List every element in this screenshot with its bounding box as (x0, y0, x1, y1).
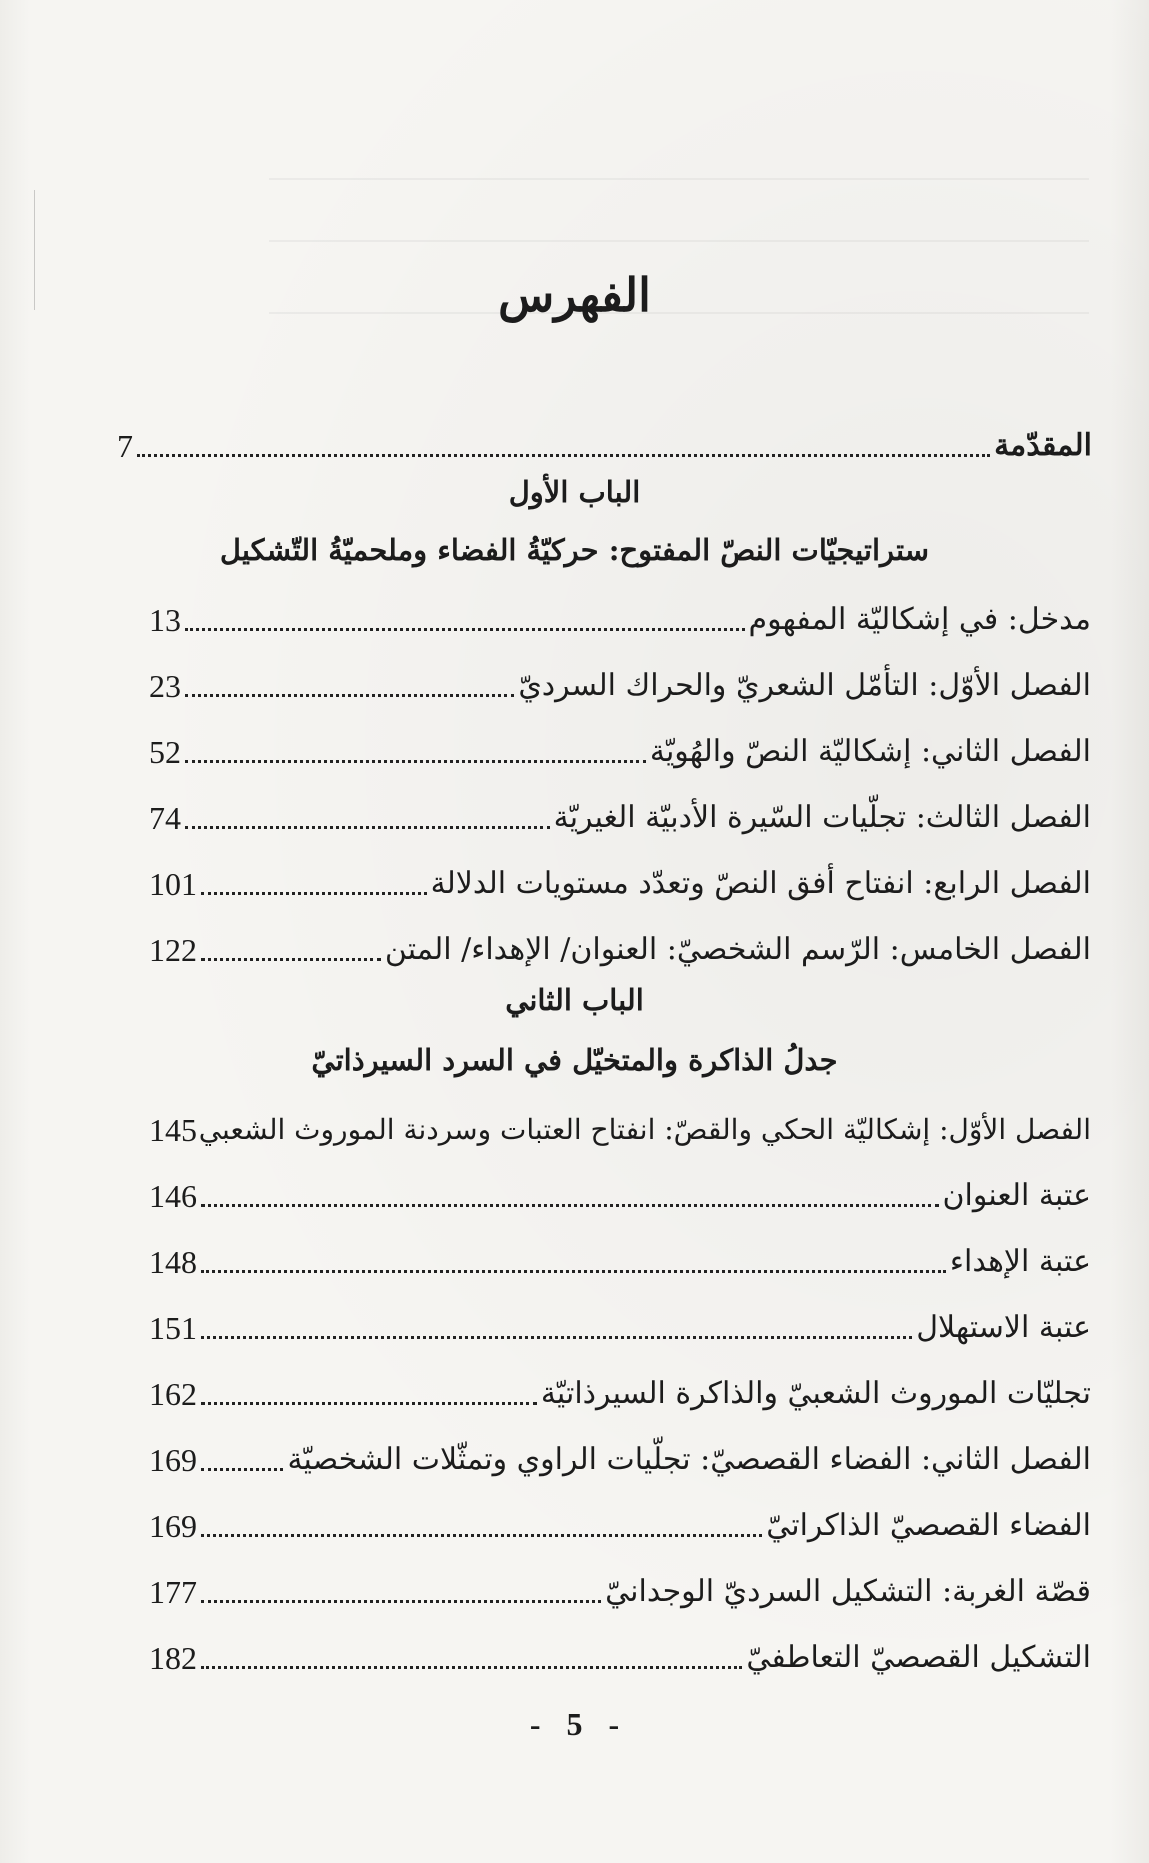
dot-leader (185, 694, 514, 697)
toc-page-number: 101 (149, 866, 197, 902)
toc-page-number: 177 (149, 1574, 197, 1610)
toc-entry-text: الفصل الأوّل: إشكاليّة الحكي والقصّ: انفتاح العتبات وسردنة الموروث الشعبي (198, 1113, 1091, 1146)
toc-entry-text: الفصل الخامس: الرّسم الشخصيّ: العنوان/ الإهداء/ المتن (384, 932, 1091, 967)
toc-entry (149, 660, 1091, 706)
dot-leader (201, 1270, 946, 1273)
part-subtitle: جدلُ الذاكرة والمتخيّل في السرد السيرذاتيّ (311, 1043, 838, 1077)
toc-entry (149, 858, 1091, 904)
toc-page-number: 52 (149, 734, 181, 770)
toc-entry-introduction (117, 420, 1092, 466)
toc-entry (149, 1632, 1091, 1678)
toc-page-number: 169 (149, 1442, 197, 1478)
toc-entry (149, 1566, 1091, 1612)
toc-entry (149, 1500, 1091, 1546)
toc-entry-text: تجليّات الموروث الشعبيّ والذاكرة السيرذاتيّة (540, 1376, 1091, 1411)
dot-leader (185, 628, 745, 631)
dot-leader (201, 1666, 742, 1669)
toc-entry (149, 1302, 1091, 1348)
toc-entry-text: التشكيل القصصيّ التعاطفيّ (746, 1640, 1091, 1675)
dot-leader (201, 1468, 283, 1471)
toc-entry (149, 792, 1091, 838)
toc-page-number: 23 (149, 668, 181, 704)
toc-entry-text: عتبة العنوان (942, 1178, 1091, 1213)
toc-entry-text: الفصل الثاني: إشكاليّة النصّ والهُويّة (649, 734, 1091, 769)
part-subtitle: ستراتيجيّات النصّ المفتوح: حركيّةُ الفضاء وملحميّةُ التّشكيل (219, 533, 930, 567)
toc-entry (149, 1104, 1091, 1150)
toc-entry (149, 1236, 1091, 1282)
toc-entry-text: الفصل الرابع: انفتاح أفق النصّ وتعدّد مستويات الدلالة (430, 866, 1091, 901)
dot-leader (185, 760, 646, 763)
toc-page-number: 162 (149, 1376, 197, 1412)
toc-entry (149, 726, 1091, 772)
toc-entry (149, 1170, 1091, 1216)
toc-page-number: 145 (149, 1112, 197, 1148)
toc-entry-text: الفصل الثاني: الفضاء القصصيّ: تجلّيات الراوي وتمثّلات الشخصيّة (287, 1442, 1091, 1477)
toc-page-number: 146 (149, 1178, 197, 1214)
bleed-through-line (269, 178, 1089, 180)
page-number: 5 (566, 1706, 583, 1742)
dot-leader (185, 826, 550, 829)
toc-page-number: 148 (149, 1244, 197, 1280)
dot-leader (201, 958, 381, 961)
toc-entry (149, 594, 1091, 640)
dot-leader (201, 1600, 601, 1603)
toc-entry-text: المقدّمة (994, 428, 1092, 463)
dot-leader (201, 1402, 537, 1405)
part-heading: الباب الثاني (505, 983, 644, 1017)
page-footer (0, 1706, 1149, 1743)
footer-dash: - (529, 1706, 541, 1742)
part-heading: الباب الأول (508, 475, 641, 509)
toc-page-number: 122 (149, 932, 197, 968)
toc-page-number: 169 (149, 1508, 197, 1544)
toc-page-number: 7 (117, 428, 133, 464)
dot-leader (137, 454, 990, 457)
dot-leader (201, 892, 427, 895)
toc-entry-text: مدخل: في إشكاليّة المفهوم (748, 602, 1091, 637)
toc-page-number: 151 (149, 1310, 197, 1346)
dot-leader (201, 1204, 939, 1207)
dot-leader (201, 1336, 912, 1339)
toc-entry-text: الفصل الثالث: تجلّيات السّيرة الأدبيّة الغيريّة (553, 800, 1091, 835)
toc-entry-text: عتبة الإهداء (949, 1244, 1091, 1279)
toc-entry-text: عتبة الاستهلال (916, 1310, 1091, 1345)
toc-entry (149, 1368, 1091, 1414)
toc-entry-text: الفصل الأوّل: التأمّل الشعريّ والحراك السرديّ (518, 668, 1091, 703)
toc-entry (149, 1434, 1091, 1480)
toc-page-number: 182 (149, 1640, 197, 1676)
toc-page-number: 13 (149, 602, 181, 638)
page-title: الفهرس (498, 268, 651, 322)
footer-dash: - (608, 1706, 620, 1742)
toc-entry-text: الفضاء القصصيّ الذاكراتيّ (766, 1508, 1091, 1543)
bleed-through-line (269, 240, 1089, 242)
toc-entry-text: قصّة الغربة: التشكيل السرديّ الوجدانيّ (605, 1574, 1091, 1609)
dot-leader (201, 1534, 762, 1537)
toc-entry (149, 924, 1091, 970)
toc-page-number: 74 (149, 800, 181, 836)
